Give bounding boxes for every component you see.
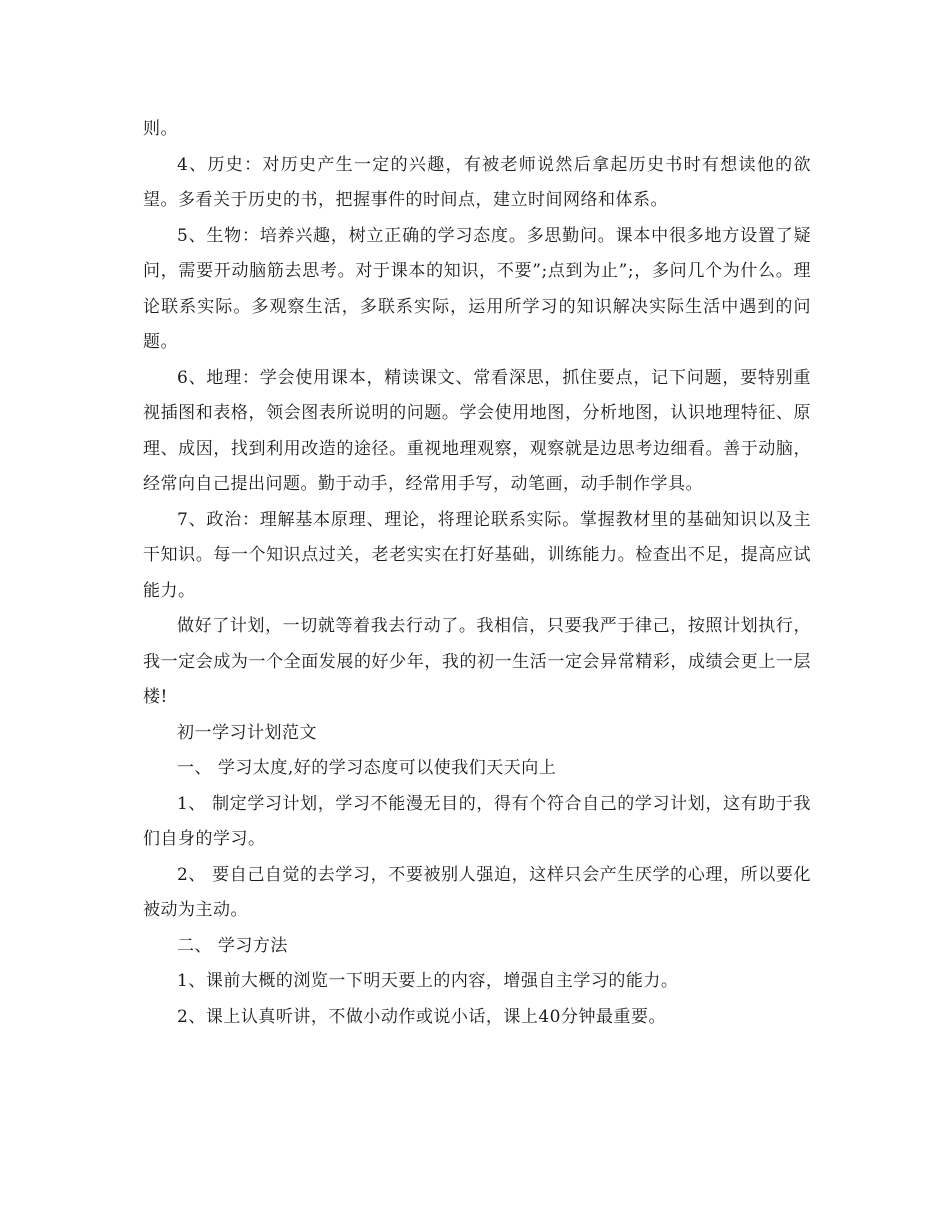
paragraph-history: 4、历史：对历史产生一定的兴趣，有被老师说然后拿起历史书时有想读他的欲望。多看关于历史的书，把握事件的时间点，建立时间网络和体系。 <box>143 154 811 210</box>
paragraph-geography: 6、地理：学会使用课本，精读课文、常看深思，抓住要点，记下问题，要特别重视插图和表格，领会图表所说明的问题。学会使用地图，分析地图，认识地理特征、原理、成因，找到利用改造的途径。重视地理观察，观察就是边思考边细看。善于动脑，经常向自己提出问题。勤于动手，经常用手写，动笔画，动手制作学具。 <box>143 367 811 494</box>
paragraph-continuation: 则。 <box>143 119 178 139</box>
paragraph-listen: 2、课上认真听讲，不做小动作或说小话，课上40分钟最重要。 <box>177 1006 666 1027</box>
heading-methods: 二、 学习方法 <box>177 935 288 956</box>
paragraph-politics: 7、政治：理解基本原理、理论，将理论联系实际。掌握教材里的基础知识以及主干知识。每一个知识点过关，老老实实在打好基础，训练能力。检查出不足，提高应试能力。 <box>143 509 811 601</box>
section-title: 初一学习计划范文 <box>177 722 317 743</box>
heading-attitude: 一、 学习太度,好的学习态度可以使我们天天向上 <box>177 758 557 778</box>
paragraph-plan: 1、 制定学习计划，学习不能漫无目的，得有个符合自己的学习计划，这有助于我们自身的学习。 <box>143 793 811 849</box>
paragraph-self-discipline: 2、 要自己自觉的去学习，不要被别人强迫，这样只会产生厌学的心理，所以要化被动为主动。 <box>143 864 811 920</box>
paragraph-preview: 1、课前大概的浏览一下明天要上的内容，增强自主学习的能力。 <box>177 971 679 991</box>
document-body <box>143 112 811 1035</box>
paragraph-conclusion: 做好了计划，一切就等着我去行动了。我相信，只要我严于律己，按照计划执行，我一定会成为一个全面发展的好少年，我的初一生活一定会异常精彩，成绩会更上一层楼! <box>143 616 811 707</box>
paragraph-biology: 5、生物：培养兴趣，树立正确的学习态度。多思勤问。课本中很多地方设置了疑问，需要开动脑筋去思考。对于课本的知识，不要”;点到为止”;，多问几个为什么。理论联系实际。多观察生活，多联系实际，运用所学习的知识解决实际生活中遇到的问题。 <box>143 225 811 352</box>
